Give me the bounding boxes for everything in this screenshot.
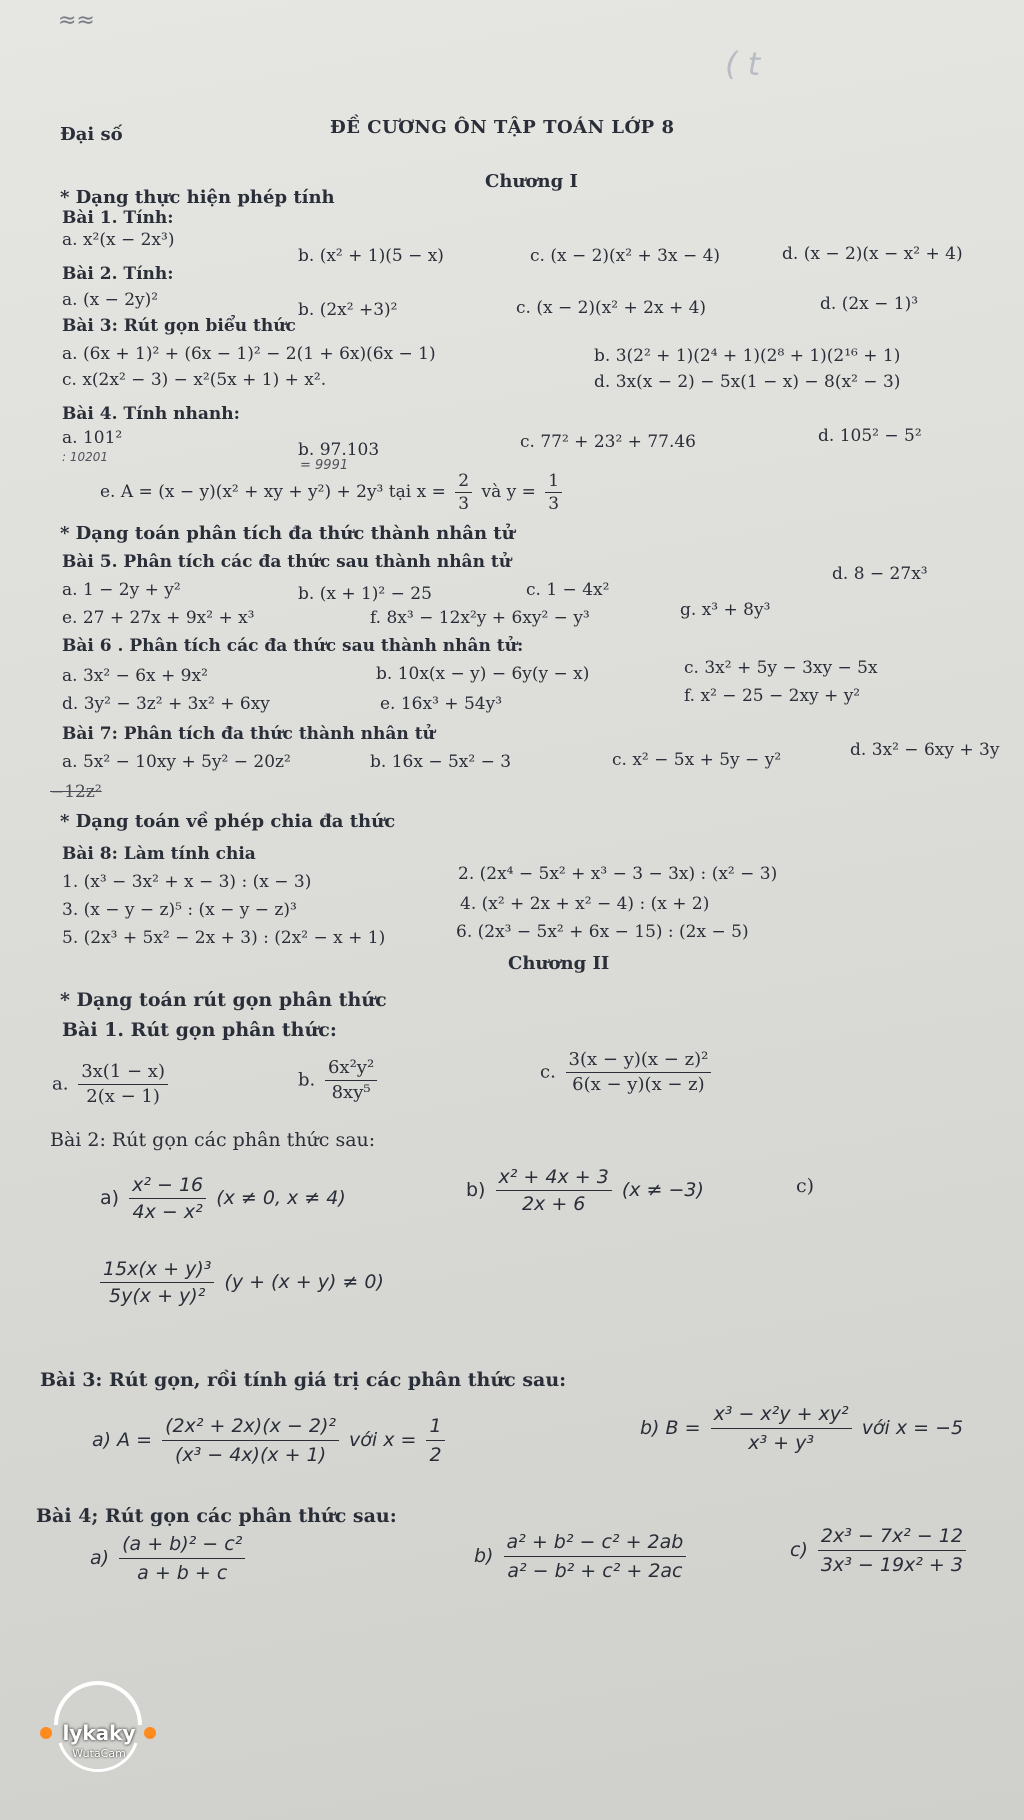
- numerator: 6x²y²: [325, 1056, 377, 1081]
- numerator: 3(x − y)(x − z)²: [566, 1048, 712, 1073]
- exercise-title-text: Bài 2: Rút gọn các phân thức sau:: [50, 1129, 376, 1151]
- watermark-sub: WutaCam: [72, 1747, 126, 1760]
- fraction: [119, 1530, 245, 1587]
- fraction: [818, 1522, 966, 1579]
- problem-a: a. 3x² − 6x + 9x²: [62, 666, 208, 686]
- numerator: x² + 4x + 3: [496, 1164, 612, 1191]
- denominator: 2: [429, 1444, 442, 1466]
- problem-b: b. (x + 1)² − 25: [298, 584, 432, 604]
- numerator: (a + b)² − c²: [119, 1530, 245, 1559]
- problem-d: d. (2x − 1)³: [820, 294, 919, 314]
- problem-1: 1. (x³ − 3x² + x − 3) : (x − 3): [62, 872, 312, 892]
- problem-b: b. 16x − 5x² − 3: [370, 752, 512, 772]
- y-value-fraction: [545, 470, 562, 515]
- page-title: ĐỀ CƯƠNG ÔN TẬP TOÁN LỚP 8: [330, 117, 675, 138]
- problem-c: [790, 1522, 970, 1579]
- problem-label: a): [100, 1187, 120, 1209]
- denominator: 5y(x + y)²: [109, 1285, 206, 1307]
- fraction: [100, 1256, 214, 1309]
- problem-d: d. 3y² − 3z² + 3x² + 6xy: [62, 694, 270, 714]
- numerator: 15x(x + y)³: [100, 1256, 214, 1283]
- problem-a: a. (6x + 1)² + (6x − 1)² − 2(1 + 6x)(6x − 1): [62, 344, 436, 364]
- problem-c: [96, 1256, 384, 1309]
- fraction: [162, 1412, 339, 1469]
- condition: (x ≠ 0, x ≠ 4): [216, 1187, 346, 1209]
- fraction: [566, 1048, 712, 1097]
- problem-label: c): [790, 1539, 808, 1561]
- denominator: 3: [548, 494, 560, 514]
- problem-b: b. (x² + 1)(5 − x): [298, 246, 444, 266]
- problem-d: d. 3x(x − 2) − 5x(1 − x) − 8(x² − 3): [594, 372, 901, 392]
- problem-4: 4. (x² + 2x + x² − 4) : (x + 2): [460, 894, 710, 914]
- problem-f: f. 8x³ − 12x²y + 6xy² − y³: [370, 608, 590, 628]
- handwritten-answer: = 9991: [300, 458, 349, 473]
- fraction: [78, 1060, 168, 1109]
- with-label: với x =: [349, 1429, 417, 1451]
- fraction: [325, 1056, 377, 1105]
- exercise-title: Bài 8: Làm tính chia: [62, 844, 256, 864]
- problem-a: [100, 1172, 346, 1225]
- section-heading: * Dạng thực hiện phép tính: [60, 187, 335, 208]
- problem-label: a) A =: [92, 1429, 153, 1451]
- fraction: [129, 1172, 206, 1225]
- numerator: x³ − x²y + xy²: [711, 1400, 852, 1429]
- problem-g: g. x³ + 8y³: [680, 600, 771, 620]
- problem-c: c. x(2x² − 3) − x²(5x + 1) + x².: [62, 370, 327, 390]
- problem-e: e. 27 + 27x + 9x² + x³: [62, 608, 255, 628]
- exercise-title: Bài 3: Rút gọn, rồi tính giá trị các phân thức sau:: [40, 1369, 567, 1391]
- condition: (x ≠ −3): [621, 1179, 704, 1201]
- problem-c: c. (x − 2)(x² + 3x − 4): [530, 246, 721, 266]
- problem-label: b.: [298, 1069, 316, 1091]
- problem-d: d. 3x² − 6xy + 3y: [850, 740, 1000, 760]
- problem-b: [466, 1164, 704, 1217]
- flame-icon: [144, 1727, 156, 1739]
- chapter-2-heading: Chương II: [508, 953, 610, 974]
- problem-a: a. x²(x − 2x³): [62, 230, 175, 250]
- problem-label: b): [466, 1179, 486, 1201]
- denominator: 3x³ − 19x² + 3: [820, 1554, 963, 1576]
- numerator: 3x(1 − x): [78, 1060, 168, 1085]
- problem-b: b. 97.103: [298, 440, 380, 460]
- denominator: a² − b² + c² + 2ac: [507, 1560, 683, 1582]
- x-value-fraction: [426, 1412, 444, 1469]
- fraction: [711, 1400, 852, 1457]
- exercise-title: Bài 6 . Phân tích các đa thức sau thành nhân tử:: [62, 636, 524, 656]
- x-value-fraction: [455, 470, 472, 515]
- exercise-title: Bài 3: Rút gọn biểu thức: [62, 316, 296, 336]
- problem-b: [474, 1528, 690, 1585]
- exercise-title: Bài 4. Tính nhanh:: [62, 404, 240, 424]
- problem-label: a.: [52, 1073, 69, 1095]
- problem-c: c. 77² + 23² + 77.46: [520, 432, 696, 452]
- problem-c: [540, 1048, 715, 1097]
- numerator: (2x² + 2x)(x − 2)²: [162, 1412, 339, 1441]
- numerator: 2x³ − 7x² − 12: [818, 1522, 966, 1551]
- problem-a: a. (x − 2y)²: [62, 290, 159, 310]
- fraction: [504, 1528, 687, 1585]
- numerator: 2: [455, 470, 472, 493]
- exercise-title: Bài 5. Phân tích các đa thức sau thành nhân tử: [62, 552, 512, 572]
- denominator: 3: [458, 494, 470, 514]
- top-left-scribble: ≈≈: [58, 8, 95, 33]
- and-label: và y =: [481, 482, 536, 502]
- problem-a: [90, 1530, 249, 1587]
- problem-c: c. 1 − 4x²: [526, 580, 610, 600]
- fraction: [496, 1164, 612, 1217]
- exercise-title: Bài 7: Phân tích đa thức thành nhân tử: [62, 724, 435, 744]
- struck-text: −12z²: [50, 782, 102, 802]
- problem-label: a): [90, 1547, 110, 1569]
- exercise-title-text: Bài 1. Rút gọn phân thức:: [62, 1019, 337, 1041]
- problem-b: [640, 1400, 963, 1457]
- problem-d: d. (x − 2)(x − x² + 4): [782, 244, 963, 264]
- problem-d: d. 8 − 27x³: [832, 564, 928, 584]
- problem-c: c. (x − 2)(x² + 2x + 4): [516, 298, 707, 318]
- numerator: x² − 16: [129, 1172, 206, 1199]
- problem-a: [92, 1412, 449, 1469]
- problem-d: d. 105² − 5²: [818, 426, 922, 446]
- problem-e-text: e. A = (x − y)(x² + xy + y²) + 2y³ tại x =: [100, 482, 446, 502]
- exercise-title: [50, 1130, 375, 1150]
- section-heading: * Dạng toán về phép chia đa thức: [60, 811, 396, 832]
- exercise-title: Bài 4; Rút gọn các phân thức sau:: [36, 1505, 397, 1527]
- numerator: 1: [545, 470, 562, 493]
- problem-a: [52, 1060, 172, 1109]
- handwritten-answer: : 10201: [62, 450, 109, 464]
- problem-a: a. 5x² − 10xy + 5y² − 20z²: [62, 752, 291, 772]
- flame-icon: [40, 1727, 52, 1739]
- condition: (y + (x + y) ≠ 0): [224, 1271, 384, 1293]
- denominator: 4x − x²: [132, 1201, 203, 1223]
- problem-c: c. x² − 5x + 5y − y²: [612, 750, 782, 770]
- exercise-title: Bài 2. Tính:: [62, 264, 174, 284]
- denominator: 2(x − 1): [86, 1086, 160, 1107]
- denominator: 6(x − y)(x − z): [572, 1074, 705, 1095]
- problem-b: b. 10x(x − y) − 6y(y − x): [376, 664, 590, 684]
- problem-c: c. 3x² + 5y − 3xy − 5x: [684, 658, 878, 678]
- problem-b: b. 3(2² + 1)(2⁴ + 1)(2⁸ + 1)(2¹⁶ + 1): [594, 346, 901, 366]
- problem-2: 2. (2x⁴ − 5x² + x³ − 3 − 3x) : (x² − 3): [458, 864, 778, 884]
- section-heading: * Dạng toán phân tích đa thức thành nhân tử: [60, 523, 515, 544]
- denominator: 2x + 6: [521, 1193, 586, 1215]
- exercise-title: Bài 1. Tính:: [62, 208, 174, 228]
- problem-a: a. 101²: [62, 428, 123, 448]
- section-heading: * Dạng toán rút gọn phân thức: [60, 989, 387, 1011]
- problem-e: e. 16x³ + 54y³: [380, 694, 503, 714]
- chapter-1-heading: Chương I: [485, 171, 578, 192]
- denominator: x³ + y³: [748, 1432, 814, 1454]
- subject-label: Đại số: [60, 124, 123, 145]
- watermark-name: lykaky: [62, 1721, 136, 1745]
- exercise-title: [62, 1020, 337, 1040]
- numerator: a² + b² − c² + 2ab: [504, 1528, 687, 1557]
- problem-b: b. (2x² +3)²: [298, 300, 398, 320]
- top-right-scribble: ( t: [725, 45, 761, 83]
- problem-label: c.: [540, 1061, 556, 1083]
- watermark-logo: [38, 1665, 158, 1775]
- problem-e: [100, 470, 566, 515]
- problem-f: f. x² − 25 − 2xy + y²: [684, 686, 861, 706]
- problem-c-label: c): [796, 1175, 815, 1197]
- denominator: 8xy⁵: [331, 1082, 371, 1103]
- problem-label: b): [474, 1545, 494, 1567]
- denominator: (x³ − 4x)(x + 1): [174, 1444, 327, 1466]
- denominator: a + b + c: [137, 1562, 228, 1584]
- problem-3: 3. (x − y − z)⁵ : (x − y − z)³: [62, 900, 297, 920]
- problem-label: b) B =: [640, 1417, 701, 1439]
- problem-6: 6. (2x³ − 5x² + 6x − 15) : (2x − 5): [456, 922, 749, 942]
- with-label: với x = −5: [861, 1417, 964, 1439]
- problem-b: [298, 1056, 381, 1105]
- problem-5: 5. (2x³ + 5x² − 2x + 3) : (2x² − x + 1): [62, 928, 386, 948]
- numerator: 1: [426, 1412, 444, 1441]
- problem-a: a. 1 − 2y + y²: [62, 580, 181, 600]
